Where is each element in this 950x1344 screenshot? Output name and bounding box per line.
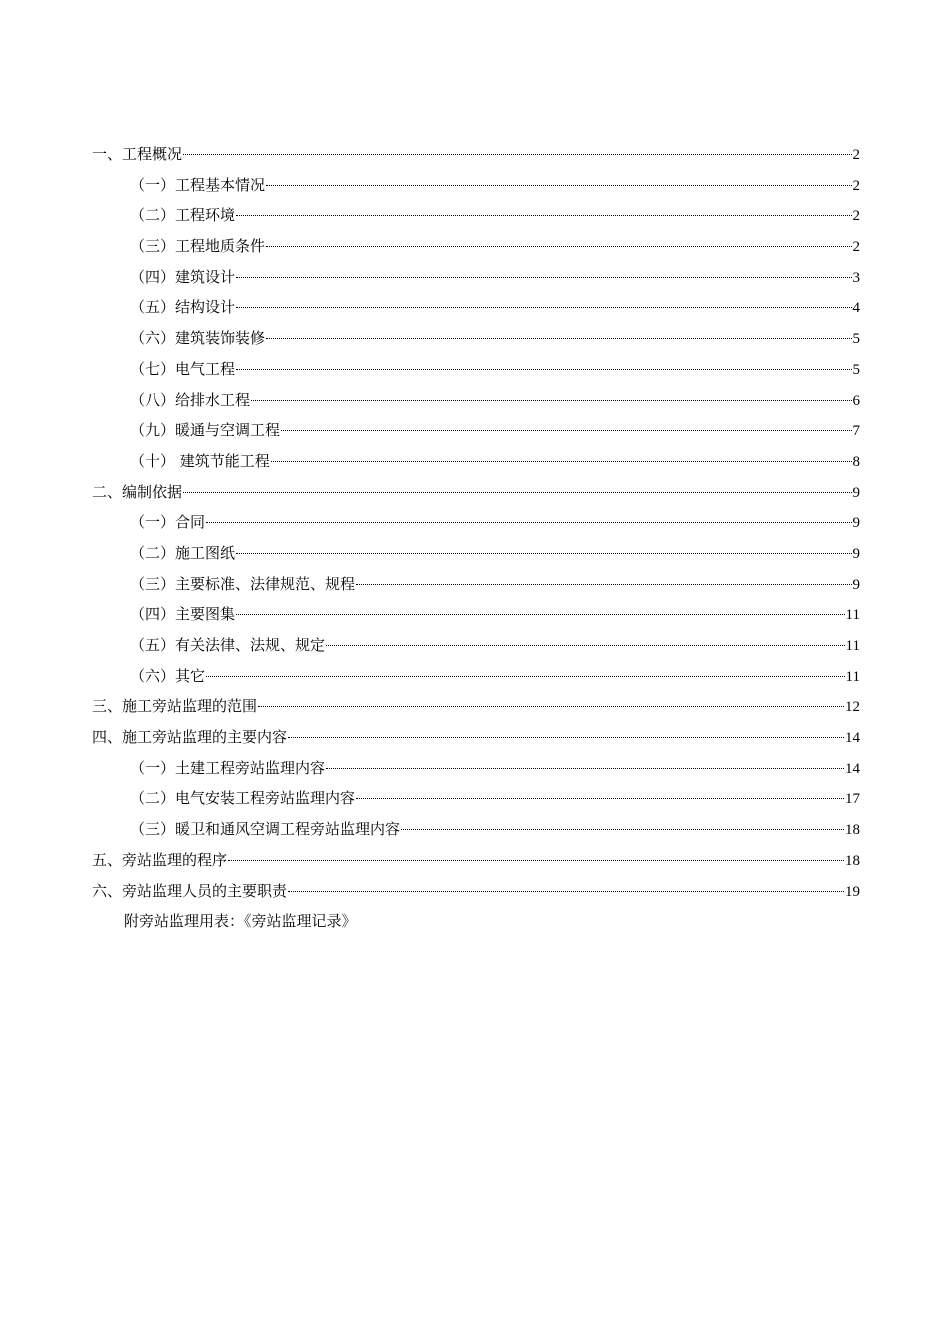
toc-entry-title: （三）工程地质条件 — [130, 237, 266, 256]
toc-entry-page-number: 9 — [852, 576, 860, 593]
toc-entry[interactable] — [92, 385, 860, 416]
toc-entry-page-number: 14 — [845, 760, 860, 777]
toc-entry-title: （五）结构设计 — [130, 298, 236, 317]
toc-entry-title: （六）其它 — [130, 666, 206, 685]
toc-entry[interactable] — [92, 170, 860, 201]
toc-dot-leader — [326, 768, 844, 769]
toc-entry-title: （九）暖通与空调工程 — [130, 421, 281, 440]
appendix-note: 附旁站监理用表：《旁站监理记录》 — [124, 912, 357, 930]
toc-dot-leader — [266, 185, 851, 186]
toc-entry-page-number: 8 — [852, 453, 860, 470]
toc-entry-title: （三）主要标准、法律规范、规程 — [130, 574, 356, 593]
toc-entry[interactable] — [92, 354, 860, 385]
toc-entry-title: （二）工程环境 — [130, 206, 236, 225]
toc-entry-title: （一）工程基本情况 — [130, 175, 266, 194]
toc-entry-title: （四）主要图集 — [130, 605, 236, 624]
toc-entry[interactable] — [92, 200, 860, 231]
toc-dot-leader — [281, 430, 851, 431]
table-of-contents — [92, 139, 860, 906]
toc-dot-leader — [251, 400, 851, 401]
toc-entry[interactable] — [92, 477, 860, 508]
toc-entry[interactable] — [92, 569, 860, 600]
toc-entry[interactable] — [92, 262, 860, 293]
toc-dot-leader — [258, 706, 844, 707]
toc-entry-page-number: 19 — [845, 883, 860, 900]
toc-entry-page-number: 4 — [852, 300, 860, 317]
toc-entry-title: 六、旁站监理人员的主要职责 — [92, 881, 288, 900]
toc-entry[interactable] — [92, 538, 860, 569]
toc-entry[interactable] — [92, 415, 860, 446]
toc-entry-title: （三）暖卫和通风空调工程旁站监理内容 — [130, 820, 401, 839]
toc-entry-page-number: 18 — [845, 852, 860, 869]
toc-dot-leader — [266, 338, 851, 339]
toc-entry-title: （十） 建筑节能工程 — [130, 451, 270, 470]
toc-entry-page-number: 2 — [852, 177, 860, 194]
toc-entry-page-number: 9 — [852, 484, 860, 501]
toc-dot-leader — [236, 277, 851, 278]
toc-entry-page-number: 7 — [852, 423, 860, 440]
toc-dot-leader — [206, 522, 851, 523]
toc-entry-page-number: 11 — [845, 607, 860, 624]
toc-entry-title: （二）电气安装工程旁站监理内容 — [130, 789, 356, 808]
toc-dot-leader — [326, 645, 845, 646]
toc-entry[interactable] — [92, 661, 860, 692]
toc-dot-leader — [183, 154, 851, 155]
toc-entry-page-number: 2 — [852, 147, 860, 163]
toc-entry-page-number: 3 — [852, 269, 860, 286]
toc-entry-title: （五）有关法律、法规、规定 — [130, 636, 326, 654]
toc-entry-page-number: 14 — [845, 730, 860, 747]
toc-dot-leader — [236, 614, 845, 615]
toc-entry[interactable] — [92, 292, 860, 323]
toc-dot-leader — [236, 307, 851, 308]
toc-entry[interactable] — [92, 231, 860, 262]
toc-entry-title: 三、施工旁站监理的范围 — [92, 697, 258, 716]
toc-entry-page-number: 18 — [845, 822, 860, 839]
toc-entry[interactable] — [92, 722, 860, 753]
toc-dot-leader — [401, 829, 844, 830]
toc-entry-title: （八）给排水工程 — [130, 390, 251, 409]
toc-dot-leader — [266, 246, 851, 247]
toc-entry-page-number: 17 — [845, 791, 860, 808]
toc-entry[interactable] — [92, 845, 860, 876]
toc-dot-leader — [271, 461, 852, 462]
toc-entry-title: （二）施工图纸 — [130, 543, 236, 562]
toc-entry-page-number: 11 — [845, 668, 860, 685]
toc-entry[interactable] — [92, 783, 860, 814]
toc-entry[interactable] — [92, 446, 860, 477]
toc-dot-leader — [288, 891, 844, 892]
toc-entry[interactable] — [92, 323, 860, 354]
toc-entry-page-number: 2 — [852, 239, 860, 256]
toc-entry-title: （六）建筑装饰装修 — [130, 329, 266, 348]
toc-entry-title: 一、工程概况 — [92, 145, 183, 163]
toc-entry-page-number: 11 — [845, 638, 860, 654]
toc-entry-title: 五、旁站监理的程序 — [92, 850, 228, 869]
toc-entry[interactable] — [92, 599, 860, 630]
toc-entry-title: （七）电气工程 — [130, 359, 236, 378]
toc-entry-page-number: 6 — [852, 392, 860, 409]
toc-dot-leader — [206, 676, 845, 677]
toc-entry[interactable] — [92, 630, 860, 661]
toc-entry-title: 二、编制依据 — [92, 482, 183, 501]
toc-dot-leader — [236, 369, 851, 370]
toc-entry[interactable] — [92, 814, 860, 845]
toc-entry-title: 四、施工旁站监理的主要内容 — [92, 728, 288, 747]
toc-entry-page-number: 5 — [852, 331, 860, 348]
toc-dot-leader — [183, 492, 851, 493]
toc-entry[interactable] — [92, 691, 860, 722]
toc-dot-leader — [288, 737, 844, 738]
toc-entry[interactable] — [92, 753, 860, 784]
toc-entry-page-number: 5 — [852, 361, 860, 378]
toc-entry-page-number: 9 — [852, 545, 860, 562]
toc-dot-leader — [228, 860, 844, 861]
toc-dot-leader — [356, 584, 851, 585]
toc-dot-leader — [236, 215, 851, 216]
toc-entry-page-number: 9 — [852, 515, 860, 532]
toc-entry-title: （四）建筑设计 — [130, 267, 236, 286]
toc-dot-leader — [236, 553, 851, 554]
toc-entry-title: （一）土建工程旁站监理内容 — [130, 758, 326, 777]
toc-entry-page-number: 12 — [845, 699, 860, 716]
toc-dot-leader — [356, 798, 844, 799]
toc-entry[interactable] — [92, 139, 860, 170]
toc-entry[interactable] — [92, 507, 860, 538]
toc-entry[interactable] — [92, 876, 860, 907]
toc-entry-page-number: 2 — [852, 208, 860, 225]
toc-entry-title: （一）合同 — [130, 513, 206, 532]
